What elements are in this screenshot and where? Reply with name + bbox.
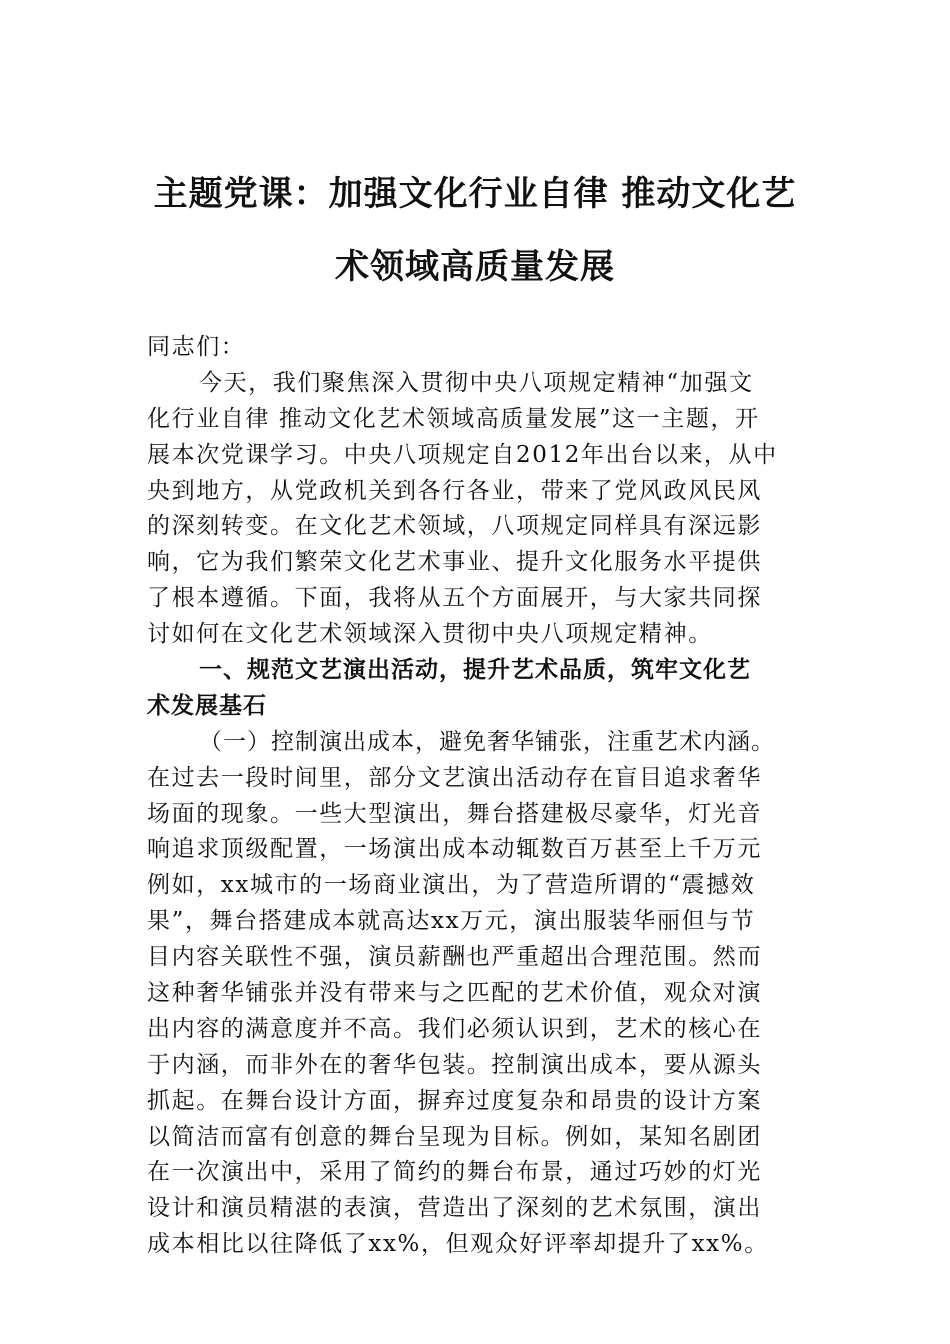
section-heading-line: 术发展基石 xyxy=(147,692,267,719)
subsection-line: 抓起。在舞台设计方面，摒弃过度复杂和昂贵的设计方案 xyxy=(147,1087,762,1114)
salutation: 同志们： xyxy=(147,334,246,360)
subsection-line: 例如，xx城市的一场商业演出，为了营造所谓的“震撼效 xyxy=(147,872,756,899)
intro-line: 了根本遵循。下面，我将从五个方面展开，与大家共同探 xyxy=(147,585,762,612)
subsection-line: （一）控制演出成本，避免奢华铺张，注重艺术内涵。 xyxy=(199,728,775,755)
subsection-line: 设计和演员精湛的表演，营造出了深刻的艺术氛围，演出 xyxy=(147,1195,762,1222)
subsection-line: 以简洁而富有创意的舞台呈现为目标。例如，某知名剧团 xyxy=(147,1123,762,1150)
intro-line: 展本次党课学习。中央八项规定自2012年出台以来，从中 xyxy=(147,441,778,468)
subsection-line: 这种奢华铺张并没有带来与之匹配的艺术价值，观众对演 xyxy=(147,980,762,1007)
subsection-line: 在过去一段时间里，部分文艺演出活动存在盲目追求奢华 xyxy=(147,764,762,791)
title-line-2: 术领域高质量发展 xyxy=(335,247,615,287)
intro-line: 央到地方，从党政机关到各行各业，带来了党风政风民风 xyxy=(147,477,762,504)
subsection-line: 于内涵，而非外在的奢华包装。控制演出成本，要从源头 xyxy=(147,1051,762,1078)
intro-line: 今天，我们聚焦深入贯彻中央八项规定精神“加强文 xyxy=(199,369,754,396)
subsection-line: 果”，舞台搭建成本就高达xx万元，演出服装华丽但与节 xyxy=(147,908,756,935)
subsection-line: 目内容关联性不强，演员薪酬也严重超出合理范围。然而 xyxy=(147,944,762,971)
subsection-line: 场面的现象。一些大型演出，舞台搭建极尽豪华，灯光音 xyxy=(147,800,762,827)
section-heading-line: 一、规范文艺演出活动，提升艺术品质，筑牢文化艺 xyxy=(199,657,751,684)
subsection-line: 响追求顶级配置，一场演出成本动辄数百万甚至上千万元 xyxy=(147,836,762,863)
subsection-line: 出内容的满意度并不高。我们必须认识到，艺术的核心在 xyxy=(147,1015,762,1042)
document-body xyxy=(147,330,807,1263)
title-line-1: 主题党课：加强文化行业自律 推动文化艺 xyxy=(153,174,797,214)
intro-line: 响，它为我们繁荣文化艺术事业、提升文化服务水平提供 xyxy=(147,549,762,576)
subsection-line: 在一次演出中，采用了简约的舞台布景，通过巧妙的灯光 xyxy=(147,1159,762,1186)
intro-line: 的深刻转变。在文化艺术领域，八项规定同样具有深远影 xyxy=(147,513,762,540)
subsection-line: 成本相比以往降低了xx%，但观众好评率却提升了xx%。 xyxy=(147,1231,769,1258)
intro-line: 化行业自律 推动文化艺术领域高质量发展”这一主题，开 xyxy=(147,405,760,432)
document-title xyxy=(140,158,810,304)
intro-line: 讨如何在文化艺术领域深入贯彻中央八项规定精神。 xyxy=(147,621,713,648)
